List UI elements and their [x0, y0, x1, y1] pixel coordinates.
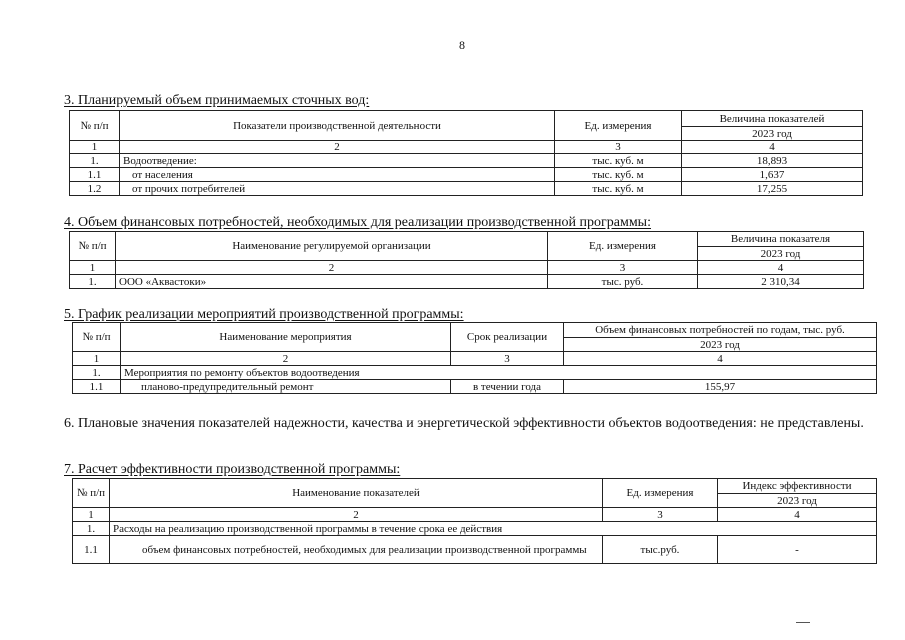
page-number: 8: [459, 38, 465, 52]
table-row: [70, 154, 863, 168]
header-name: Показатели производственной деятельности: [120, 111, 555, 141]
header-name: Наименование мероприятия: [121, 323, 451, 352]
index-cell: 3: [451, 352, 564, 366]
row-num: 1.1: [73, 536, 110, 564]
row-term: в течении года: [451, 380, 564, 394]
row-value: 18,893: [682, 154, 863, 168]
row-name: Расходы на реализацию производственной программы в течение срока ее действия: [110, 522, 877, 536]
index-cell: 1: [73, 508, 110, 522]
index-row: [70, 141, 863, 154]
row-num: 1.2: [70, 182, 120, 196]
header-num: № п/п: [70, 232, 116, 261]
section-5-table: [72, 322, 877, 394]
header-unit: Ед. измерения: [548, 232, 698, 261]
index-cell: 4: [564, 352, 877, 366]
row-name: планово-предупредительный ремонт: [121, 380, 451, 394]
index-cell: 3: [603, 508, 718, 522]
header-num: № п/п: [70, 111, 120, 141]
index-row: [73, 508, 877, 522]
index-cell: 1: [73, 352, 121, 366]
table-row: [73, 536, 877, 564]
row-num: 1.: [70, 154, 120, 168]
row-unit: тыс.руб.: [603, 536, 718, 564]
index-cell: 2: [116, 261, 548, 275]
header-year: 2023 год: [698, 247, 864, 261]
row-value: 17,255: [682, 182, 863, 196]
header-value: Величина показателей: [682, 111, 863, 127]
page-edge-mark: [796, 622, 810, 626]
section-5-title: 5. График реализации мероприятий производственной программы:: [64, 307, 464, 322]
section-4-title: 4. Объем финансовых потребностей, необходимых для реализации производственной программы:: [64, 215, 651, 230]
index-cell: 2: [121, 352, 451, 366]
index-cell: 1: [70, 261, 116, 275]
row-value: -: [718, 536, 877, 564]
row-value: 1,637: [682, 168, 863, 182]
row-num: 1.1: [73, 380, 121, 394]
table-row: [70, 275, 864, 289]
index-cell: 4: [682, 141, 863, 154]
row-name: Водоотведение:: [120, 154, 555, 168]
table-row: [73, 380, 877, 394]
section-7-table: [72, 478, 877, 564]
section-4-table: [69, 231, 864, 289]
row-name: ООО «Аквастоки»: [116, 275, 548, 289]
header-num: № п/п: [73, 479, 110, 508]
row-name: Мероприятия по ремонту объектов водоотведения: [121, 366, 877, 380]
index-cell: 3: [555, 141, 682, 154]
header-value: Индекс эффективности: [718, 479, 877, 494]
header-name: Наименование регулируемой организации: [116, 232, 548, 261]
header-num: № п/п: [73, 323, 121, 352]
section-3-table: [69, 110, 863, 196]
row-name: от прочих потребителей: [120, 182, 555, 196]
index-cell: 2: [110, 508, 603, 522]
index-cell: 3: [548, 261, 698, 275]
section-3-title: 3. Планируемый объем принимаемых сточных вод:: [64, 93, 370, 108]
row-value: 2 310,34: [698, 275, 864, 289]
header-year: 2023 год: [564, 338, 877, 352]
header-value: Величина показателя: [698, 232, 864, 247]
section-6-text: 6. Плановые значения показателей надежности, качества и энергетической эффективности объектов водоотведения: не представлены.: [64, 416, 864, 431]
header-term: Срок реализации: [451, 323, 564, 352]
row-unit: тыс. руб.: [548, 275, 698, 289]
table-row: [70, 182, 863, 196]
index-row: [70, 261, 864, 275]
row-num: 1.: [70, 275, 116, 289]
row-unit: тыс. куб. м: [555, 182, 682, 196]
row-name: объем финансовых потребностей, необходимых для реализации производственной программы: [110, 536, 603, 564]
header-unit: Ед. измерения: [555, 111, 682, 141]
row-value: 155,97: [564, 380, 877, 394]
header-value: Объем финансовых потребностей по годам, тыс. руб.: [564, 323, 877, 338]
row-num: 1.: [73, 522, 110, 536]
row-num: 1.1: [70, 168, 120, 182]
header-unit: Ед. измерения: [603, 479, 718, 508]
header-year: 2023 год: [682, 127, 863, 141]
table-row: [70, 168, 863, 182]
index-row: [73, 352, 877, 366]
index-cell: 4: [718, 508, 877, 522]
index-cell: 4: [698, 261, 864, 275]
index-cell: 1: [70, 141, 120, 154]
index-cell: 2: [120, 141, 555, 154]
section-7-title: 7. Расчет эффективности производственной программы:: [64, 462, 401, 477]
row-unit: тыс. куб. м: [555, 168, 682, 182]
row-unit: тыс. куб. м: [555, 154, 682, 168]
group-row: [73, 366, 877, 380]
header-year: 2023 год: [718, 494, 877, 508]
row-name: от населения: [120, 168, 555, 182]
header-name: Наименование показателей: [110, 479, 603, 508]
group-row: [73, 522, 877, 536]
row-num: 1.: [73, 366, 121, 380]
